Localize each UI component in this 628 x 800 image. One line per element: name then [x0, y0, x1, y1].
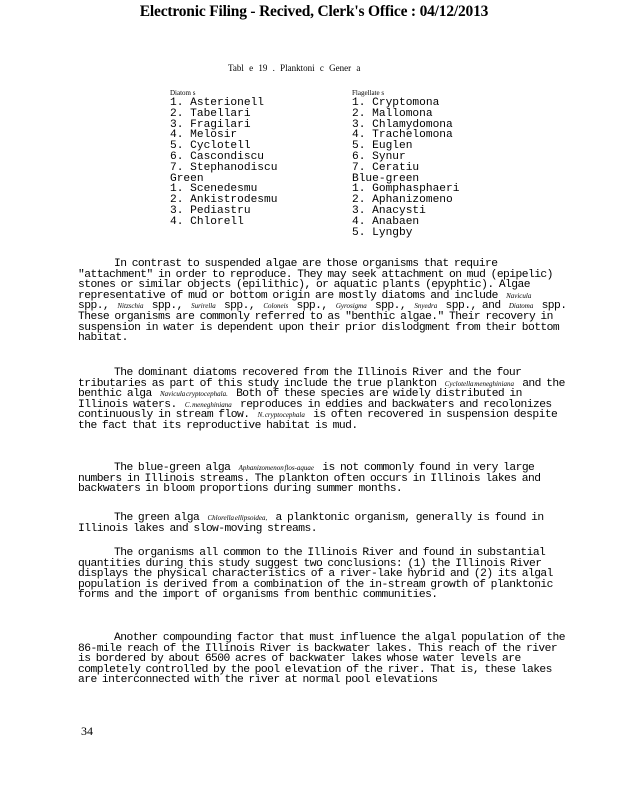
text: is often recovered in suspension despite the fact that its reproductive habitat is mud. — [78, 409, 558, 432]
species-name: Navicula — [506, 291, 532, 300]
paragraph-conclusions: The organisms all common to the Illinois River and found in substantial quantities during this study suggest two conclusions: (1) the Illinois River displays the physical characteristics of a river-lake hybrid and (2) its algal population is derived from a combination of the in-stream growth of planktonic forms and the import of organisms from benthic communities. — [78, 547, 553, 602]
paragraph-green-alga — [78, 513, 570, 534]
text: spp. These organisms are commonly referred to as "benthic algae." Their recovery in suspension in water is dependent upon their prior dislodgment from their bottom habitat. — [78, 300, 567, 345]
table-right-column — [352, 88, 459, 238]
paragraph-benthic-algae — [78, 259, 570, 344]
text: Both of these species are widely distributed in Illinois waters. — [78, 388, 522, 411]
species-name: Diatoma — [508, 302, 534, 311]
bluegreen-item: 1. Gomphasphaeri — [352, 183, 460, 196]
text: In contrast to suspended algae are those organisms that require "attachment" in order to reproduce. They may seek attachment on mud (epipelic) stones or similar objects (epilithic), or aquatic plants (epyphtic). Algae representative of mud or bottom origin are mostly diatoms and include — [78, 258, 553, 302]
species-name: Aphanizomenon flos-aquae — [238, 464, 315, 472]
paragraph-dominant-diatoms — [78, 368, 570, 432]
species-name: Cyclotella meneghiniana — [444, 379, 514, 388]
bluegreen-item: 4. Anabaen — [352, 215, 420, 228]
species-name: C. meneghiniana — [184, 400, 232, 409]
diatom-item: 6. Cascondiscu — [170, 150, 264, 163]
text: The green alga — [114, 512, 200, 524]
flagellate-item: 5. Euglen — [352, 140, 413, 153]
species-name: N. cryptocephala — [257, 411, 305, 420]
text: spp., and — [445, 300, 501, 313]
text: and the benthic alga — [78, 377, 565, 401]
text: spp., — [78, 300, 110, 313]
green-item: 2. Ankistrodesmu — [170, 194, 278, 207]
text: spp., — [374, 300, 407, 313]
diatom-item: 2. Tabellari — [170, 107, 251, 120]
diatoms-heading: Diatom s — [170, 89, 196, 97]
table-left-column — [170, 88, 277, 228]
text: spp., — [151, 300, 183, 313]
text: spp., — [223, 300, 256, 313]
text: The blue-green alga — [114, 462, 231, 474]
flagellate-item: 6. Synur — [352, 150, 406, 163]
species-name: Coloneis — [263, 302, 289, 311]
green-item: 4. Chlorell — [170, 215, 244, 228]
green-item: 3. Pediastru — [170, 204, 251, 217]
diatom-item: 1. Asterionell — [170, 97, 264, 109]
paragraph-backwater-lakes: Another compounding factor that must influence the algal population of the 86-mile reach of the Illinois River is backwater lakes. This reach of the river is bordered by about 6500 acres of backwater lakes whose water levels are completely controlled by the pool elevation of the river. That is, these lakes are interconnected with the river at normal pool elevations — [78, 632, 565, 687]
diatom-item: 5. Cyclotell — [170, 140, 251, 153]
green-item: 1. Scenedesmu — [170, 183, 258, 196]
flagellate-item: 3. Chlamydomona — [352, 118, 453, 131]
species-name: Snyedra — [414, 302, 438, 311]
bluegreen-item: 3. Anacysti — [352, 204, 426, 217]
text: reproduces in eddies and backwaters and recolonizes continuously in stream flow. — [78, 398, 552, 422]
green-heading: Green — [170, 172, 204, 185]
text: spp., — [296, 300, 328, 313]
species-name: Chlorella ellipsoidea, — [207, 514, 268, 522]
flagellates-heading: Flagellate s — [352, 89, 385, 97]
flagellate-item: 7. Ceratiu — [352, 161, 420, 174]
species-name: Navicula cryptocephala. — [160, 390, 228, 399]
text: a planktonic organism, generally is found in Illinois lakes and slow-moving streams. — [78, 512, 544, 535]
species-name: Gyrosigma — [335, 302, 367, 311]
text: is not commonly found in very large numbers in Illinois streams. The plankton often occurs in Illinois lakes and backwaters in bloom proportions during summer months. — [78, 462, 541, 496]
text: The dominant diatoms recovered from the Illinois River and the four tributaries as part of this study include the true plankton — [78, 367, 522, 390]
bluegreen-heading: Blue-green — [352, 172, 420, 185]
diatom-item: 3. Fragilari — [170, 118, 251, 131]
flagellate-item: 4. Trachelomona — [352, 129, 453, 142]
table-title: Tabl e 19 . Planktoni c Gener a — [228, 63, 361, 73]
species-name: Surirella — [191, 302, 216, 311]
bluegreen-item: 2. Aphanizomeno — [352, 194, 453, 207]
flagellate-item: 1. Cryptomona — [352, 97, 440, 109]
page-number: 34 — [81, 724, 93, 738]
diatom-item: 4. Melosir — [170, 129, 238, 142]
species-name: Nitzschia — [117, 302, 144, 311]
flagellate-item: 2. Mallomona — [352, 107, 433, 120]
diatom-item: 7. Stephanodiscu — [170, 161, 278, 174]
bluegreen-item: 5. Lyngby — [352, 226, 413, 239]
electronic-filing-header: Electronic Filing - Recived, Clerk's Office : 04/12/2013 — [139, 3, 489, 20]
paragraph-blue-green-alga — [78, 463, 570, 495]
